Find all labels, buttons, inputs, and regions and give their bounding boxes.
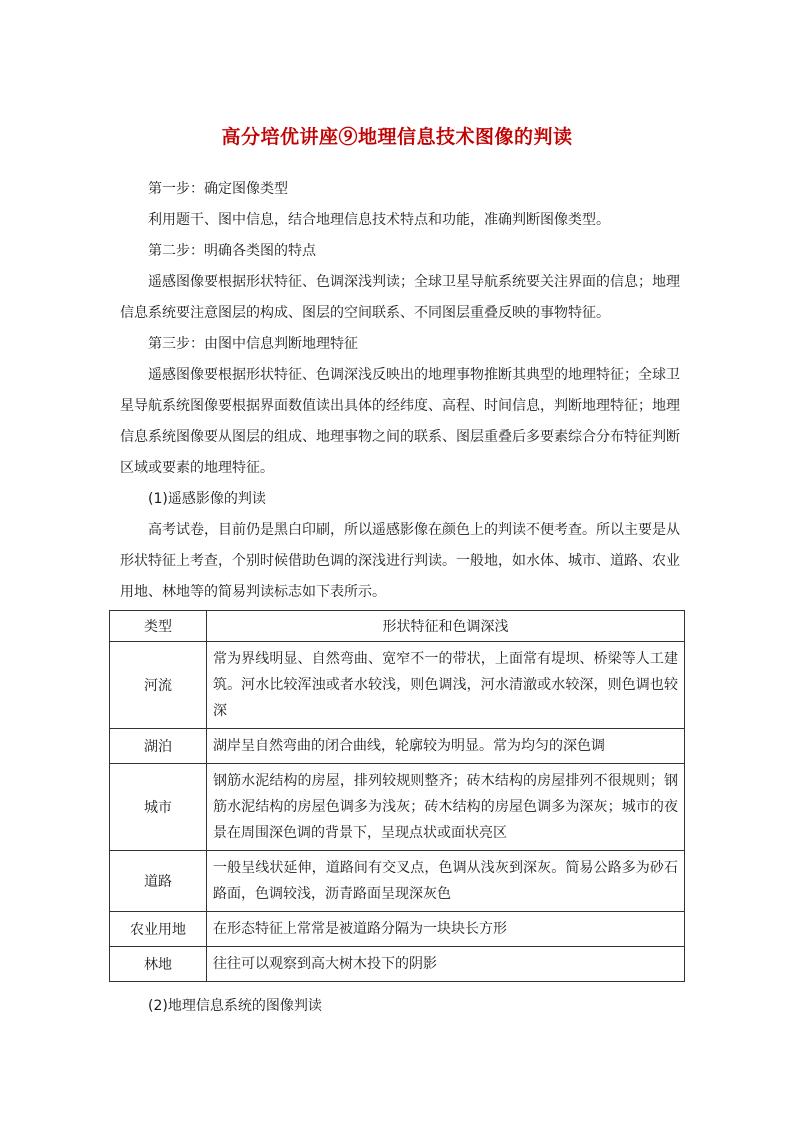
table-row <box>110 729 685 764</box>
table-cell-desc: 钢筋水泥结构的房屋，排列较规则整齐；砖木结构的房屋排列不很规则；钢筋水泥结构的房屋色调多为浅灰；砖木结构的房屋色调多为深灰；城市的夜景在周围深色调的背景下，呈现点状或面状亮区 <box>207 764 685 851</box>
step-2-heading: 第二步：明确各类图的特点 <box>148 243 316 259</box>
table-row <box>110 947 685 982</box>
table-cell-type: 道路 <box>110 851 207 912</box>
paragraph-2: 遥感图像要根据形状特征、色调深浅判读；全球卫星导航系统要关注界面的信息；地理信息系统要注意图层的构成、图层的空间联系、不同图层重叠反映的事物特征。 <box>120 274 680 321</box>
table-cell-desc: 一般呈线状延伸，道路间有交叉点，色调从浅灰到深灰。简易公路多为砂石路面，色调较浅，沥青路面呈现深灰色 <box>207 851 685 912</box>
subheading-remote-sensing: (1)遥感影像的判读 <box>148 491 266 507</box>
table-row <box>110 764 685 851</box>
body-text <box>120 174 680 608</box>
table-row <box>110 642 685 729</box>
table-row <box>110 851 685 912</box>
paragraph-3: 遥感图像要根据形状特征、色调深浅反映出的地理事物推断其典型的地理特征；全球卫星导航系统图像要根据界面数值读出具体的经纬度、高程、时间信息，判断地理特征；地理信息系统图像要从图层的组成、地理事物之间的联系、图层重叠后多要素综合分布特征判断区域或要素的地理特征。 <box>120 367 680 476</box>
table-header-row <box>110 611 685 642</box>
table-cell-desc: 常为界线明显、自然弯曲、宽窄不一的带状，上面常有堤坝、桥梁等人工建筑。河水比较浑浊或者水较浅，则色调浅，河水清澈或水较深，则色调也较深 <box>207 642 685 729</box>
interpretation-table <box>109 610 685 982</box>
column-header-features: 形状特征和色调深浅 <box>207 611 685 642</box>
step-3-heading: 第三步：由图中信息判断地理特征 <box>148 336 358 352</box>
page-title: 高分培优讲座⑨地理信息技术图像的判读 <box>221 126 573 148</box>
table-cell-desc: 在形态特征上常常是被道路分隔为一块块长方形 <box>207 912 685 947</box>
table-cell-type: 城市 <box>110 764 207 851</box>
step-1-heading: 第一步：确定图像类型 <box>148 181 288 197</box>
subheading-gis: (2)地理信息系统的图像判读 <box>148 998 322 1014</box>
paragraph-4: 高考试卷，目前仍是黑白印刷，所以遥感影像在颜色上的判读不便考查。所以主要是从形状特征上考查，个别时候借助色调的深浅进行判读。一般地，如水体、城市、道路、农业用地、林地等的简易判读标志如下表所示。 <box>120 522 680 600</box>
table-cell-type: 林地 <box>110 947 207 982</box>
table-cell-type: 河流 <box>110 642 207 729</box>
table-row <box>110 912 685 947</box>
table-cell-desc: 往往可以观察到高大树木投下的阴影 <box>207 947 685 982</box>
table-cell-desc: 湖岸呈自然弯曲的闭合曲线，轮廓较为明显。常为均匀的深色调 <box>207 729 685 764</box>
column-header-type: 类型 <box>110 611 207 642</box>
paragraph-1: 利用题干、图中信息，结合地理信息技术特点和功能，准确判断图像类型。 <box>148 212 610 228</box>
table-cell-type: 农业用地 <box>110 912 207 947</box>
table-cell-type: 湖泊 <box>110 729 207 764</box>
